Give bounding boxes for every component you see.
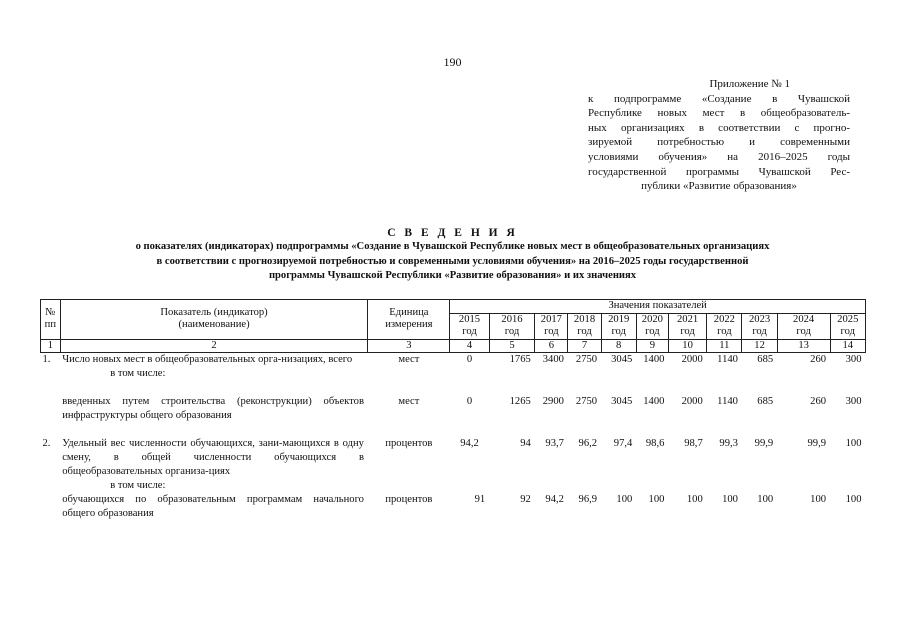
row-value: 94 xyxy=(520,437,531,449)
document-title xyxy=(40,226,865,284)
row-value: 1400 xyxy=(643,353,665,365)
row-value: 3045 xyxy=(611,353,633,365)
header-year-unit: год xyxy=(636,326,668,339)
page-number: 190 xyxy=(443,55,462,69)
row-value: 300 xyxy=(845,395,862,407)
row-value: 300 xyxy=(845,353,862,365)
title-heading: С В Е Д Е Н И Я xyxy=(387,227,518,239)
appendix-line: условиями обучения» на 2016–2025 годы xyxy=(588,150,850,163)
header-year: 2020 xyxy=(636,313,668,326)
row-value: 100 xyxy=(616,493,633,505)
header-year: 2019 xyxy=(601,313,636,326)
header-year-unit: год xyxy=(830,326,865,339)
row-value: 100 xyxy=(722,493,738,505)
row-value: 96,2 xyxy=(578,437,598,449)
row-num xyxy=(41,395,61,423)
header-year: 2018 xyxy=(568,313,601,326)
row-value: 1140 xyxy=(717,395,738,407)
row-indicator xyxy=(60,437,368,493)
row-indicator: обучающихся по образовательным программам начального общего образования xyxy=(62,493,364,519)
column-number: 14 xyxy=(830,339,865,352)
header-unit-line: Единица xyxy=(389,306,429,318)
row-value: 96,9 xyxy=(578,493,598,505)
table-row xyxy=(41,437,866,493)
row-unit: мест xyxy=(398,395,420,407)
column-number: 9 xyxy=(636,339,668,352)
row-value: 92 xyxy=(520,493,531,505)
row-value: 99,9 xyxy=(807,437,827,449)
title-line: о показателях (индикаторах) подпрограммы «Создание в Чувашской Республике новых мест в общеобразовательных организациях xyxy=(135,241,770,253)
header-year-unit: год xyxy=(568,326,601,339)
appendix-line: Республике новых мест в общеобразователь- xyxy=(588,107,850,120)
header-year: 2015 xyxy=(450,313,489,326)
header-indicator-line: (наименование) xyxy=(178,319,250,331)
row-value: 100 xyxy=(757,493,774,505)
row-value: 0 xyxy=(466,353,473,365)
row-value: 100 xyxy=(686,493,703,505)
header-num-line: № xyxy=(45,306,56,318)
appendix-line: ных организациях в соответствии с прогно- xyxy=(588,121,850,134)
header-year-unit: год xyxy=(450,326,489,339)
header-indicator xyxy=(60,300,368,340)
header-year-unit: год xyxy=(668,326,706,339)
row-indicator-text: Число новых мест в общеобразовательных орга-низациях, всего xyxy=(62,353,353,365)
row-value: 1265 xyxy=(509,395,531,407)
row-value: 94,2 xyxy=(545,493,564,505)
title-line: в соответствии с прогнозируемой потребностью и современными условиями обучения» на 2016–2025 годы государственной xyxy=(156,255,749,267)
column-number: 7 xyxy=(568,339,601,352)
row-value: 0 xyxy=(466,395,473,407)
column-number: 10 xyxy=(668,339,706,352)
column-number: 1 xyxy=(41,339,61,352)
row-value: 260 xyxy=(810,395,827,407)
row-value: 260 xyxy=(810,353,827,365)
appendix-line: к подпрограмме «Создание в Чувашской xyxy=(588,92,850,105)
column-number: 5 xyxy=(489,339,535,352)
header-year-unit: год xyxy=(777,326,830,339)
column-number: 2 xyxy=(60,339,368,352)
column-number: 13 xyxy=(777,339,830,352)
column-number: 6 xyxy=(535,339,568,352)
table-row xyxy=(41,493,866,521)
header-year: 2022 xyxy=(707,313,742,326)
row-value: 99,3 xyxy=(719,437,738,449)
row-unit: процентов xyxy=(385,493,433,505)
column-number: 8 xyxy=(601,339,636,352)
row-value: 91 xyxy=(474,493,486,505)
row-value: 685 xyxy=(757,395,774,407)
header-year-unit: год xyxy=(742,326,777,339)
row-value: 100 xyxy=(810,493,827,505)
column-number: 11 xyxy=(707,339,742,352)
row-num: 2. xyxy=(42,437,51,449)
row-value: 685 xyxy=(757,353,774,365)
row-num: 1. xyxy=(42,353,51,365)
row-note: в том числе: xyxy=(110,367,166,379)
header-year: 2016 xyxy=(489,313,535,326)
row-unit: мест xyxy=(398,353,420,365)
header-year: 2021 xyxy=(668,313,706,326)
row-indicator-text: Удельный вес численности обучающихся, зани-мающихся в одну смену, в общей численности обучающихся в общеобразовательных организа-циях xyxy=(62,437,364,477)
appendix-line: публики «Развитие образования» xyxy=(641,180,797,193)
row-unit: процентов xyxy=(385,437,433,449)
row-value: 100 xyxy=(845,437,862,449)
header-num-line: пп xyxy=(44,319,57,331)
appendix-title: Приложение № 1 xyxy=(709,78,790,90)
row-value: 1765 xyxy=(509,353,531,365)
row-value: 2900 xyxy=(542,395,564,407)
row-value: 100 xyxy=(845,493,862,505)
row-num xyxy=(41,493,61,521)
row-value: 2000 xyxy=(681,395,703,407)
table-row xyxy=(41,352,866,381)
header-indicator-line: Показатель (индикатор) xyxy=(160,306,268,318)
row-value: 1400 xyxy=(643,395,665,407)
header-year: 2017 xyxy=(535,313,568,326)
appendix-line: зируемой потребностью и современными xyxy=(588,136,850,149)
row-value: 2750 xyxy=(575,395,598,407)
row-value: 2750 xyxy=(575,353,598,365)
row-value: 99,9 xyxy=(754,437,774,449)
row-note: в том числе: xyxy=(110,479,166,491)
row-value: 3045 xyxy=(611,395,633,407)
header-num xyxy=(41,300,61,340)
row-indicator xyxy=(60,352,368,381)
header-year-unit: год xyxy=(601,326,636,339)
header-unit-line: измерения xyxy=(385,319,433,331)
indicators-table xyxy=(40,299,866,521)
row-value: 98,6 xyxy=(645,437,665,449)
title-line: программы Чувашской Республики «Развитие образования» и их значениях xyxy=(268,270,637,282)
header-year-unit: год xyxy=(707,326,742,339)
row-value: 98,7 xyxy=(684,437,703,449)
header-values: Значения показателей xyxy=(450,300,866,314)
row-value: 2000 xyxy=(681,353,703,365)
row-value: 94,2 xyxy=(460,437,479,449)
appendix-line: государственной программы Чувашской Рес- xyxy=(588,165,850,178)
row-indicator: введенных путем строительства (реконструкции) объектов инфраструктуры общего образования xyxy=(62,395,364,421)
row-value: 93,7 xyxy=(545,437,564,449)
header-year-unit: год xyxy=(535,326,568,339)
header-year: 2024 xyxy=(777,313,830,326)
column-number: 4 xyxy=(450,339,489,352)
row-value: 100 xyxy=(648,493,665,505)
row-value: 97,4 xyxy=(613,437,633,449)
header-year-unit: год xyxy=(489,326,535,339)
header-year: 2023 xyxy=(742,313,777,326)
header-unit xyxy=(368,300,450,340)
row-value: 1140 xyxy=(717,353,738,365)
header-year: 2025 xyxy=(830,313,865,326)
row-value: 3400 xyxy=(542,353,564,365)
column-number: 3 xyxy=(368,339,450,352)
column-number: 12 xyxy=(742,339,777,352)
appendix-note xyxy=(588,77,850,194)
table-row xyxy=(41,395,866,423)
